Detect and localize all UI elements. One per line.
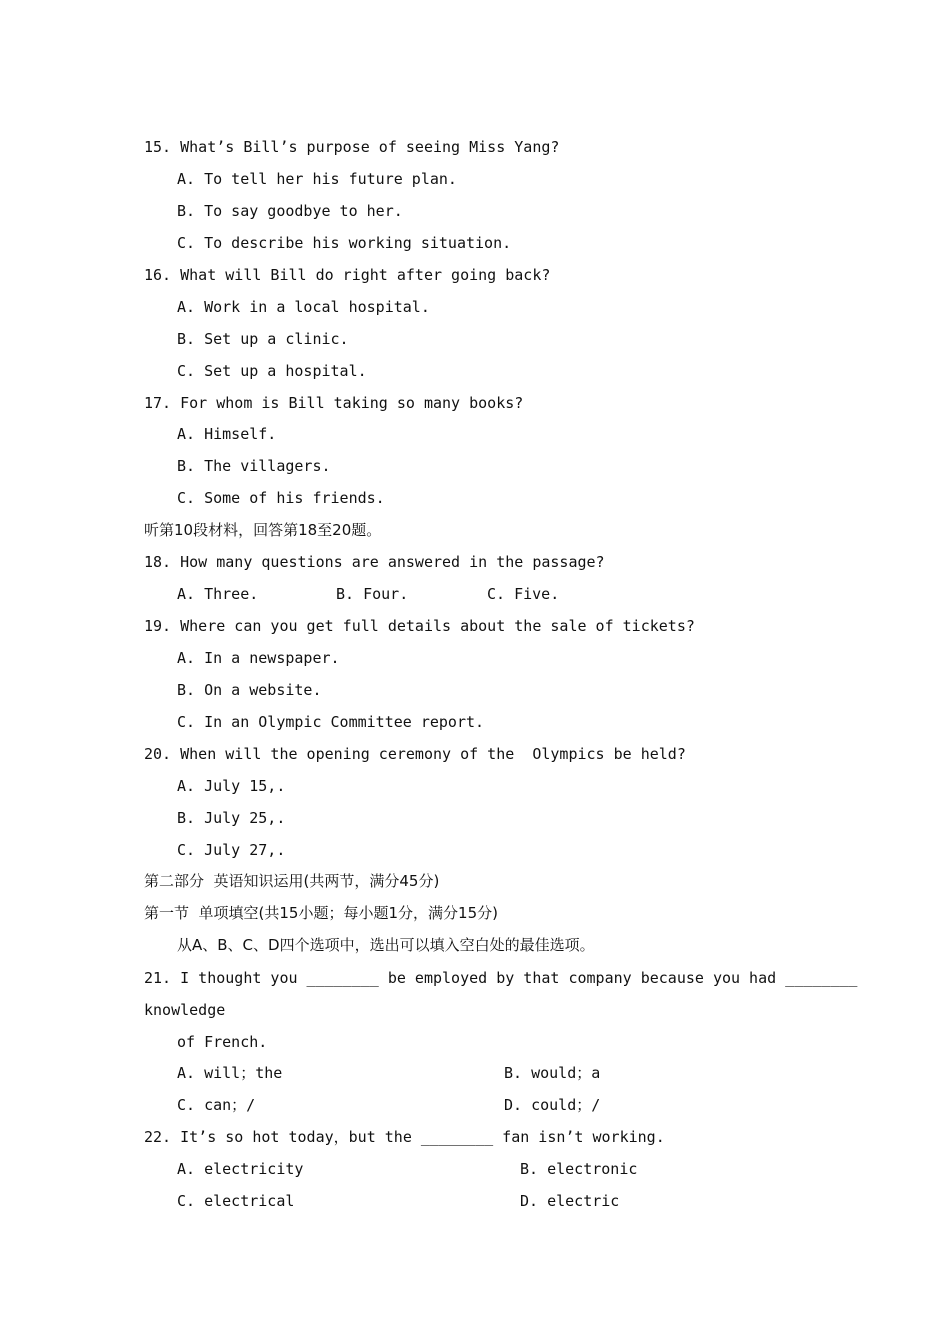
- question-22-option-c: C. electrical: [177, 1192, 295, 1210]
- part-2-heading: 第二部分 英语知识运用(共两节，满分45分): [144, 872, 440, 890]
- question-20-option-c: C. July 27,.: [177, 841, 286, 859]
- question-20-stem: 20. When will the opening ceremony of the Olympics be held?: [144, 745, 686, 763]
- question-15-option-a: A. To tell her his future plan.: [177, 170, 457, 188]
- question-21-option-a: A. will；the: [177, 1064, 283, 1082]
- question-16-stem: 16. What will Bill do right after going back?: [144, 266, 551, 284]
- question-18-stem: 18. How many questions are answered in the passage?: [144, 553, 605, 571]
- question-21-option-b: B. would；a: [504, 1064, 601, 1082]
- question-21-option-d: D. could；/: [504, 1096, 601, 1114]
- question-16-option-a: A. Work in a local hospital.: [177, 298, 430, 316]
- question-15-stem: 15. What’s Bill’s purpose of seeing Miss Yang?: [144, 138, 560, 156]
- question-20-option-a: A. July 15,.: [177, 777, 286, 795]
- question-18-option-a: A. Three.: [177, 585, 259, 603]
- section-1-heading: 第一节 单项填空(共15小题；每小题1分，满分15分): [144, 904, 498, 922]
- question-22-option-a: A. electricity: [177, 1160, 304, 1178]
- question-17-option-c: C. Some of his friends.: [177, 489, 385, 507]
- question-17-stem: 17. For whom is Bill taking so many books?: [144, 394, 524, 412]
- question-20-option-b: B. July 25,.: [177, 809, 286, 827]
- listening-instruction-10: 听第10段材料，回答第18至20题。: [144, 521, 382, 539]
- question-15-option-b: B. To say goodbye to her.: [177, 202, 403, 220]
- section-1-instruction: 从A、B、C、D四个选项中，选出可以填入空白处的最佳选项。: [177, 936, 595, 954]
- question-22-stem: 22. It’s so hot today，but the ________ fan isn’t working.: [144, 1128, 665, 1146]
- question-21-option-c: C. can；/: [177, 1096, 256, 1114]
- question-17-option-a: A. Himself.: [177, 425, 277, 443]
- question-19-stem: 19. Where can you get full details about the sale of tickets?: [144, 617, 695, 635]
- question-21-stem-continued: knowledge: [144, 1001, 226, 1019]
- question-22-option-d: D. electric: [520, 1192, 620, 1210]
- question-19-option-a: A. In a newspaper.: [177, 649, 340, 667]
- question-16-option-c: C. Set up a hospital.: [177, 362, 367, 380]
- question-17-option-b: B. The villagers.: [177, 457, 331, 475]
- question-18-option-c: C. Five.: [487, 585, 560, 603]
- question-21-stem-continued-2: of French.: [177, 1033, 268, 1051]
- question-18-option-b: B. Four.: [336, 585, 409, 603]
- question-16-option-b: B. Set up a clinic.: [177, 330, 349, 348]
- question-15-option-c: C. To describe his working situation.: [177, 234, 512, 252]
- question-21-stem: 21. I thought you ________ be employed by that company because you had ________: [144, 969, 858, 987]
- question-19-option-c: C. In an Olympic Committee report.: [177, 713, 485, 731]
- question-22-option-b: B. electronic: [520, 1160, 638, 1178]
- question-19-option-b: B. On a website.: [177, 681, 322, 699]
